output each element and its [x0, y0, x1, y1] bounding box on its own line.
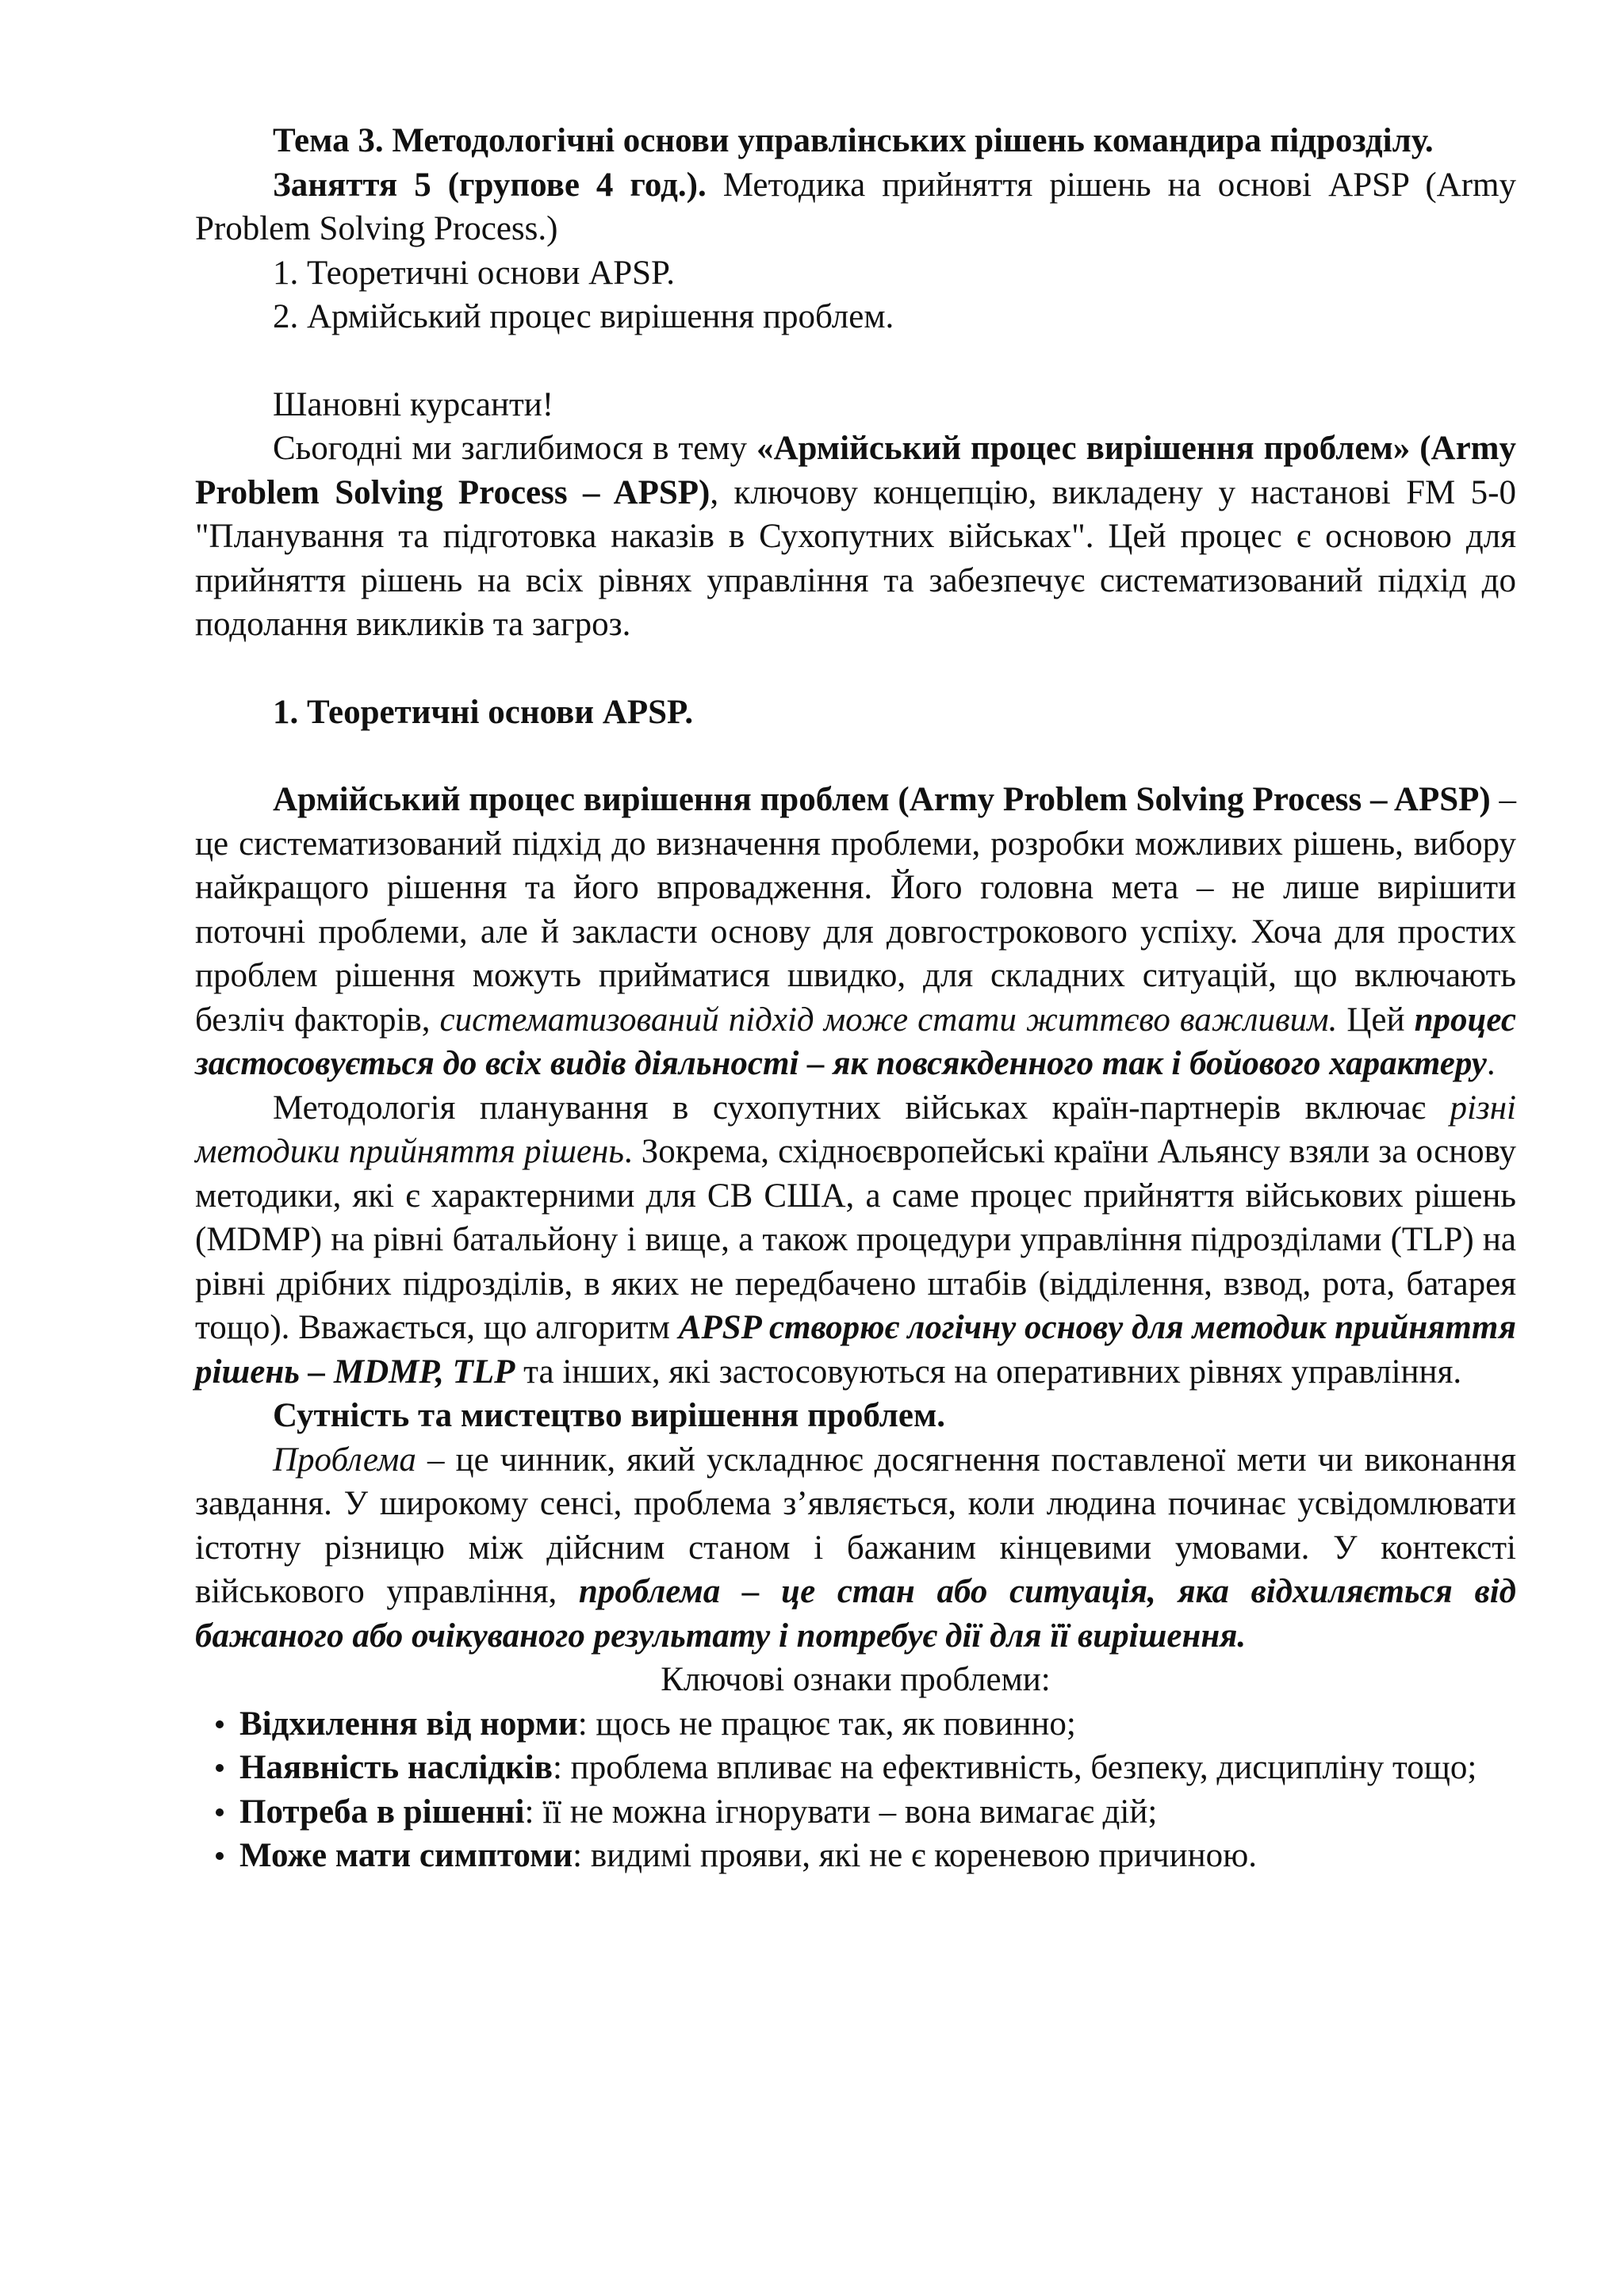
topic-title — [195, 119, 1516, 163]
spacer — [195, 339, 1516, 383]
intro-text-end: , ключову концепцію, викладену у настанові FM 5-0 "Планування та підготовка наказів в Сухопутних військах". Цей процес є основою для прийняття рішень на всіх рівнях управління та забезпечує систематизований підхід до подолання викликів та загроз. — [195, 473, 1516, 643]
problem-definition-paragraph — [195, 1438, 1516, 1659]
greeting: Шановні курсанти! — [273, 385, 554, 423]
section-heading — [195, 691, 1516, 735]
document-page — [195, 119, 1516, 1878]
methodology-paragraph — [195, 1086, 1516, 1395]
lesson-label: Заняття 5 (групове 4 год.). — [273, 166, 707, 204]
apsp-definition-paragraph — [195, 778, 1516, 1086]
sign-text: : щось не працює так, як повинно; — [577, 1705, 1076, 1743]
intro-text-start: Сьогодні ми заглибимося в тему — [273, 430, 756, 467]
bullet-icon — [195, 1746, 239, 1790]
section-heading-text: 1. Теоретичні основи APSP. — [273, 693, 694, 731]
intro-paragraph — [195, 427, 1516, 647]
para3-emphasis: проблема – це стан або ситуація, яка відхиляється від бажаного або очікуваного результату і потребує дії для її вирішення. — [195, 1573, 1517, 1655]
subheading — [195, 1394, 1516, 1438]
sign-text: : проблема впливає на ефективність, безпеку, дисципліну тощо; — [552, 1749, 1477, 1786]
para2-text3: та інших, які застосовуються на оперативних рівнях управління. — [515, 1353, 1462, 1391]
signs-title: Ключові ознаки проблеми: — [661, 1661, 1051, 1698]
bullet-icon — [195, 1790, 239, 1835]
para1-text2: Цей — [1337, 1001, 1415, 1039]
spacer — [195, 647, 1516, 691]
list-item — [195, 1746, 1516, 1790]
para1-text1: – це систематизований підхід до визначення проблеми, розробки можливих рішень, вибору найкращого рішення та його впровадження. Його головна мета – не лише вирішити поточні проблеми, але й закласти основу для довгострокового успіху. Хоча для простих проблем рішення можуть прийматися швидко, для складних ситуацій, що включають безліч факторів, — [195, 781, 1517, 1039]
para1-italic: систематизований підхід може стати життєво важливим. — [439, 1001, 1338, 1039]
sign-term: Відхилення від норми — [239, 1705, 578, 1743]
para2-text2: . Зокрема, східноєвропейські країни Альянсу взяли за основу методики, які є характерними для СВ США, а саме процес прийняття військових рішень (MDMP) на рівні батальйону і вище, а також процедури управління підрозділами (TLP) на рівні дрібних підрозділів, в яких не передбачено штабів (відділення, взвод, рота, батарея тощо). Вважається, що алгоритм — [195, 1133, 1516, 1346]
subheading-text: Сутність та мистецтво вирішення проблем. — [273, 1397, 946, 1434]
para2-text1: Методологія планування в сухопутних військах країн-партнерів включає — [273, 1089, 1450, 1127]
list-item — [195, 1790, 1516, 1835]
lesson-text: Методика прийняття рішень на основі APSP (Army Problem Solving Process.) — [195, 166, 1516, 247]
sign-text: : її не можна ігнорувати – вона вимагає дій; — [524, 1793, 1158, 1831]
spacer — [195, 734, 1516, 778]
problem-term: Проблема — [273, 1441, 416, 1479]
sign-term: Може мати симптоми — [239, 1837, 573, 1874]
para3-text1: – це чинник, який ускладнює досягнення поставленої мети чи виконання завдання. У широкому сенсі, проблема з’являється, коли людина починає усвідомлювати істотну різницю між дійсним станом і бажаним кінцевими умовами. У контексті військового управління, — [195, 1441, 1516, 1610]
signs-list — [195, 1702, 1516, 1878]
topic-title-text: Тема 3. Методологічні основи управлінських рішень командира підрозділу. — [273, 122, 1434, 159]
list-item — [195, 1834, 1516, 1878]
para1-emphasis: процес застосовується до всіх видів діяльності – як повсякденного так і бойового характеру — [195, 1001, 1516, 1082]
lesson-line — [195, 163, 1516, 251]
para2-emphasis: APSP створює логічну основу для методик прийняття рішень – MDMP, TLP — [195, 1309, 1516, 1391]
lesson-item-2: 2. Армійський процес вирішення проблем. — [273, 298, 894, 335]
sign-text: : видимі прояви, які не є кореневою причиною. — [573, 1837, 1257, 1874]
intro-bold: «Армійський процес вирішення проблем» (Army Problem Solving Process – APSP) — [195, 430, 1516, 511]
sign-term: Наявність наслідків — [239, 1749, 553, 1786]
lesson-item-1: 1. Теоретичні основи APSP. — [273, 254, 675, 292]
para1-text3: . — [1486, 1045, 1496, 1082]
apsp-term: Армійський процес вирішення проблем (Army Problem Solving Process – APSP) — [273, 781, 1491, 818]
sign-term: Потреба в рішенні — [239, 1793, 525, 1831]
list-item — [195, 1702, 1516, 1747]
bullet-icon — [195, 1834, 239, 1878]
bullet-icon — [195, 1702, 239, 1747]
para2-italic: різні методики прийняття рішень — [195, 1089, 1516, 1170]
